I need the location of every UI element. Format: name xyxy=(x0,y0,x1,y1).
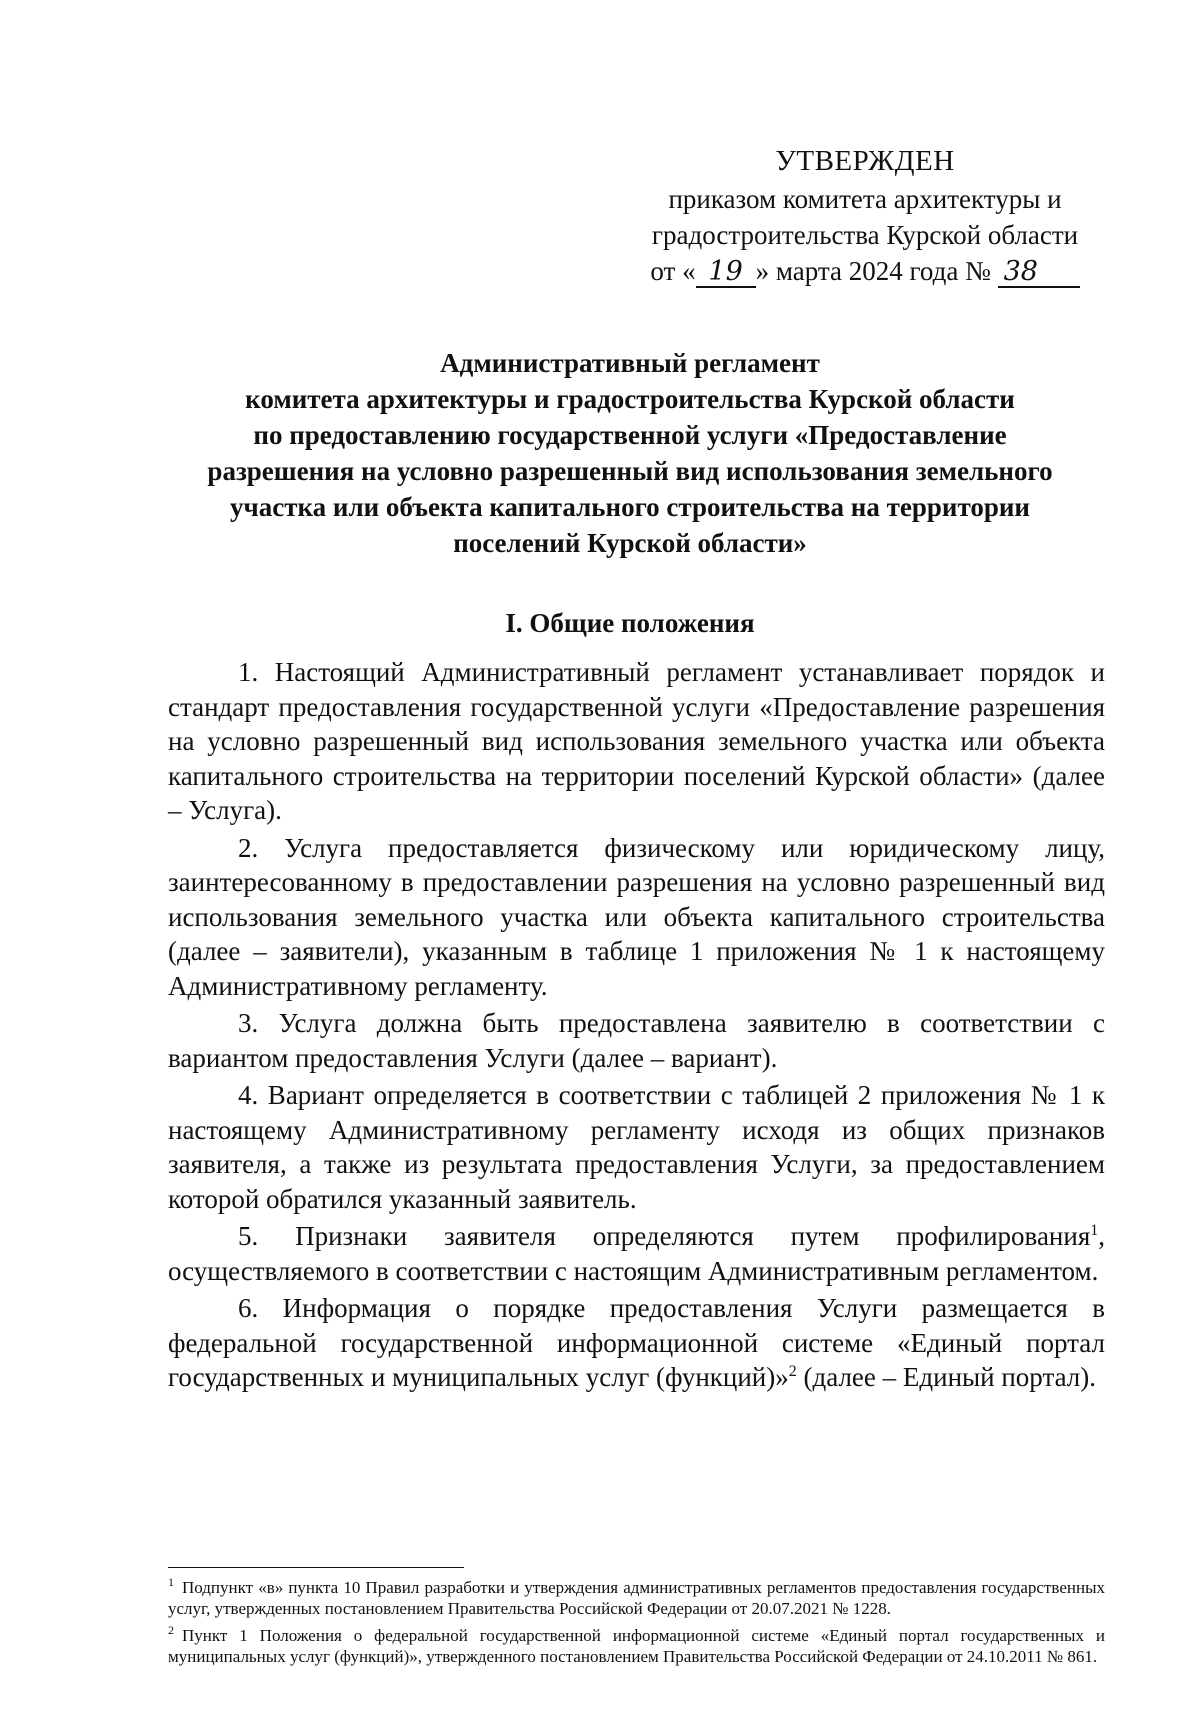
approval-block xyxy=(620,143,1110,289)
date-prefix: от « xyxy=(650,256,696,286)
footnote-ref-2: 2 xyxy=(788,1363,797,1380)
title-line-6: поселений Курской области» xyxy=(453,528,807,558)
footnote-1-mark: 1 xyxy=(168,1575,174,1590)
document-title xyxy=(170,345,1090,561)
handwritten-order-number: 38 xyxy=(998,258,1080,288)
approval-title: УТВЕРЖДЕН xyxy=(775,145,955,177)
footnote-1-text: Подпункт «в» пункта 10 Правил разработки и утверждения административных регламентов предоставления государственных услуг, утвержденных постановлением Правительства Российской Федерации от 20.07.2021 № 1228. xyxy=(168,1578,1105,1618)
paragraph-6 xyxy=(168,1291,1105,1395)
paragraph-6-text: 6. Информация о порядке предоставления Услуги размещается в федеральной государственной информационной системе «Единый портал государственных и муниципальных услуг (функций)» xyxy=(168,1293,1105,1392)
footnote-2-mark: 2 xyxy=(168,1623,174,1638)
paragraph-2: 2. Услуга предоставляется физическому или юридическому лицу, заинтересованному в предоставлении разрешения на условно разрешенный вид использования земельного участка или объекта капитального строительства (далее – заявители), указанным в таблице 1 приложения № 1 к настоящему Административному регламенту. xyxy=(168,832,1105,1001)
paragraph-5-text-end: , осуществляемого в соответствии с настоящим Административным регламентом. xyxy=(168,1221,1105,1286)
title-line-5: участка или объекта капитального строительства на территории xyxy=(230,492,1030,522)
footnotes xyxy=(168,1577,1105,1673)
approval-date-line xyxy=(620,253,1110,289)
handwritten-day: 19 xyxy=(696,258,756,288)
title-line-3: по предоставлению государственной услуги «Предоставление xyxy=(253,420,1007,450)
paragraph-4: 4. Вариант определяется в соответствии с таблицей 2 приложения № 1 к настоящему Административному регламенту исходя из общих признаков заявителя, а также из результата предоставления Услуги, за предоставлением которой обратился указанный заявитель. xyxy=(168,1080,1105,1214)
title-line-4: разрешения на условно разрешенный вид использования земельного xyxy=(207,456,1053,486)
footnote-1 xyxy=(168,1577,1105,1619)
approval-line-2: градостроительства Курской области xyxy=(651,220,1079,250)
footnote-2-text: Пункт 1 Положения о федеральной государственной информационной системе «Единый портал государственных и муниципальных услуг (функций)», утвержденного постановлением Правительства Российской Федерации от 24.10.2011 № 861. xyxy=(168,1626,1105,1666)
footnote-ref-1: 1 xyxy=(1090,1222,1099,1239)
paragraph-5 xyxy=(168,1219,1105,1288)
paragraph-3: 3. Услуга должна быть предоставлена заявителю в соответствии с вариантом предоставления Услуги (далее – вариант). xyxy=(168,1008,1105,1073)
paragraph-6-text-end: (далее – Единый портал). xyxy=(796,1362,1097,1392)
approval-line-1: приказом комитета архитектуры и xyxy=(668,184,1062,214)
paragraph-1: 1. Настоящий Административный регламент устанавливает порядок и стандарт предоставления государственной услуги «Предоставление разрешения на условно разрешенный вид использования земельного участка или объекта капитального строительства на территории поселений Курской области» (далее – Услуга). xyxy=(168,657,1105,825)
date-middle: » марта 2024 года № xyxy=(755,256,991,286)
footnote-2 xyxy=(168,1625,1105,1667)
title-line-1: Административный регламент xyxy=(440,348,820,378)
footnote-divider xyxy=(168,1567,464,1568)
title-line-2: комитета архитектуры и градостроительства Курской области xyxy=(245,384,1015,414)
paragraph-5-text: 5. Признаки заявителя определяются путем профилирования xyxy=(238,1221,1091,1251)
document-body xyxy=(168,655,1105,1398)
section-heading: I. Общие положения xyxy=(505,608,755,638)
